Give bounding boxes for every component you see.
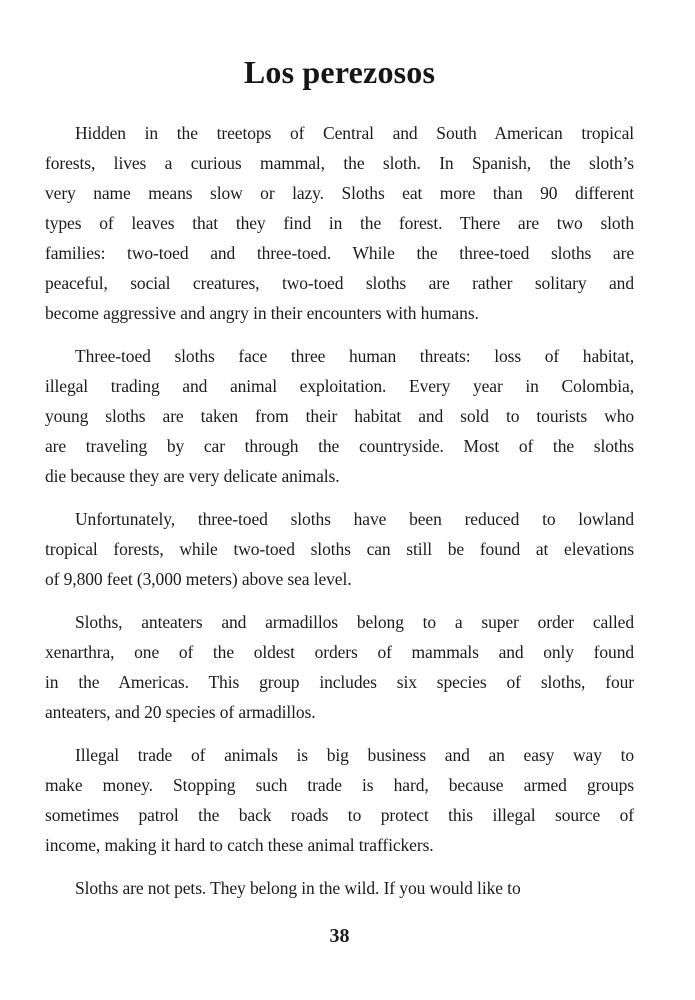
paragraph-line: families: two-toed and three-toed. While the three-toed sloths are	[45, 243, 634, 263]
paragraph-line: Sloths, anteaters and armadillos belong to a super order called	[75, 612, 634, 632]
paragraph-line: Illegal trade of animals is big business and an easy way to	[75, 745, 634, 765]
paragraph	[45, 118, 634, 328]
article-body	[45, 118, 634, 903]
paragraph-line: make money. Stopping such trade is hard, because armed groups	[45, 775, 634, 795]
paragraph-line: very name means slow or lazy. Sloths eat more than 90 different	[45, 183, 634, 203]
paragraph	[45, 740, 634, 860]
paragraph-line: anteaters, and 20 species of armadillos.	[45, 702, 316, 722]
paragraph-line: become aggressive and angry in their encounters with humans.	[45, 303, 479, 323]
paragraph-line: Hidden in the treetops of Central and South American tropical	[75, 123, 634, 143]
paragraph-line: in the Americas. This group includes six species of sloths, four	[45, 672, 634, 692]
page-title: Los perezosos	[243, 54, 436, 90]
paragraph-line: illegal trading and animal exploitation. Every year in Colombia,	[45, 376, 634, 396]
paragraph-line: are traveling by car through the countryside. Most of the sloths	[45, 436, 634, 456]
paragraph-line: forests, lives a curious mammal, the sloth. In Spanish, the sloth’s	[45, 153, 634, 173]
paragraph	[45, 873, 634, 903]
paragraph	[45, 504, 634, 594]
paragraph	[45, 607, 634, 727]
paragraph-line: Unfortunately, three-toed sloths have been reduced to lowland	[75, 509, 634, 529]
paragraph-line: xenarthra, one of the oldest orders of mammals and only found	[45, 642, 634, 662]
paragraph-line: types of leaves that they find in the forest. There are two sloth	[45, 213, 634, 233]
page-content	[45, 0, 634, 948]
paragraph-line: die because they are very delicate animals.	[45, 466, 340, 486]
paragraph-line: Sloths are not pets. They belong in the wild. If you would like to	[75, 878, 521, 898]
paragraph-line: sometimes patrol the back roads to protect this illegal source of	[45, 805, 634, 825]
page-number: 38	[329, 925, 350, 947]
paragraph-line: income, making it hard to catch these animal traffickers.	[45, 835, 434, 855]
paragraph-line: tropical forests, while two-toed sloths can still be found at elevations	[45, 539, 634, 559]
paragraph	[45, 341, 634, 491]
paragraph-line: Three-toed sloths face three human threats: loss of habitat,	[75, 346, 634, 366]
paragraph-line: young sloths are taken from their habitat and sold to tourists who	[45, 406, 634, 426]
paragraph-line: peaceful, social creatures, two-toed sloths are rather solitary and	[45, 273, 634, 293]
paragraph-line: of 9,800 feet (3,000 meters) above sea level.	[45, 569, 352, 589]
